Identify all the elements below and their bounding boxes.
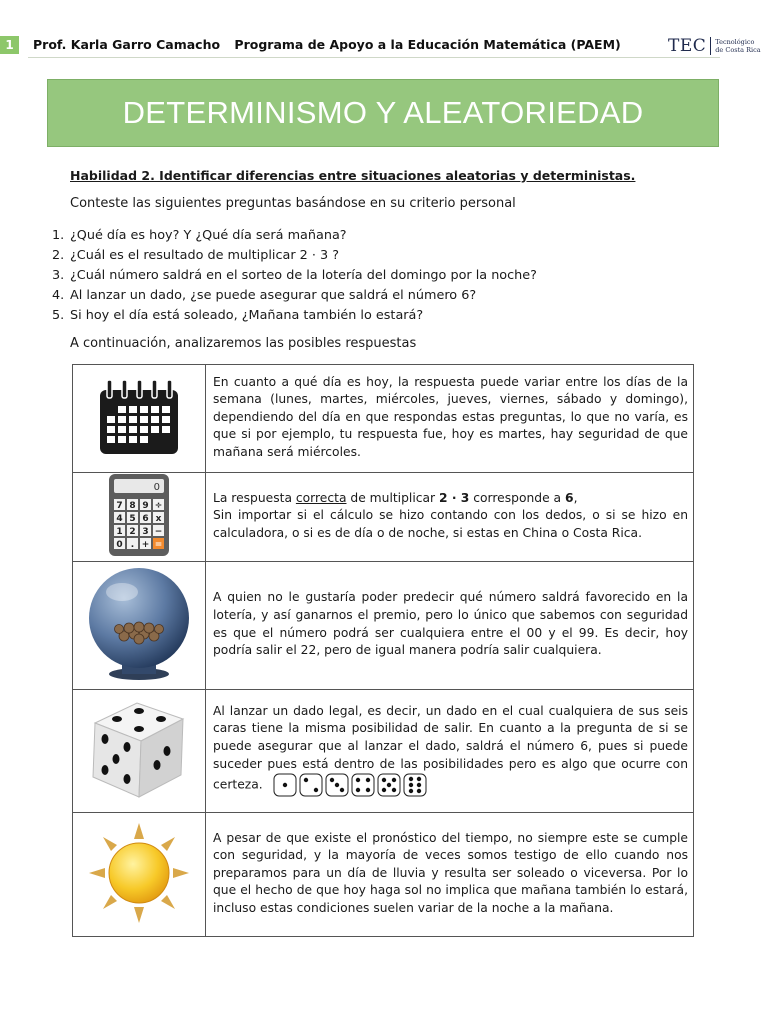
question-text: ¿Cuál es el resultado de multiplicar 2 · 3 ?	[70, 248, 340, 263]
calculator-key: +	[141, 540, 150, 550]
header-program: Programa de Apoyo a la Educación Matemática (PAEM)	[234, 37, 621, 52]
page-title: DETERMINISMO Y ALEATORIEDAD	[122, 95, 644, 130]
die-face-6-icon	[403, 773, 427, 797]
calculator-key: 3	[142, 527, 149, 537]
question-number: 4.	[52, 288, 65, 303]
question-text: ¿Cuál número saldrá en el sorteo de la lotería del domingo por la noche?	[70, 268, 537, 283]
question-item	[52, 266, 537, 286]
page-header	[33, 37, 621, 52]
calculator-key: −	[154, 527, 163, 537]
question-text: Al lanzar un dado, ¿se puede asegurar que saldrá el número 6?	[70, 288, 477, 303]
answer-text-sun: A pesar de que existe el pronóstico del tiempo, no siempre este se cumple con seguridad, y la mayoría de veces somos testigo de ello cuando nos preparamos para un día de lluvia y resulta ser soleado o viceversa. Por lo que el hecho de que hoy haga sol no implica que mañana también lo estará, incluso estas condiciones suelen variar de la noche a la mañana.	[206, 813, 694, 937]
calculator-key: 7	[116, 501, 123, 511]
question-item	[52, 226, 537, 246]
answer-image-cell	[73, 690, 206, 813]
calc-text-result: 6	[565, 490, 574, 505]
answer-text-lottery: A quien no le gustaría poder predecir qué número saldrá favorecido en la lotería, y así ganarnos el premio, pero lo único que sabemos con seguridad es que el número podrá ser cualquiera entre el 00 y el 99. Es decir, hoy podría salir el 22, pero de igual manera podría salir cualquiera.	[206, 562, 694, 690]
calculator-key: 8	[129, 501, 136, 511]
page-number: 1	[0, 36, 19, 54]
instruction-text: Conteste las siguientes preguntas basándose en su criterio personal	[70, 196, 516, 211]
calc-text-4: ,	[573, 490, 578, 505]
header-rule	[28, 57, 720, 58]
die-face-5-icon	[377, 773, 401, 797]
calculator-key: 6	[142, 514, 149, 524]
calendar-icon	[98, 378, 180, 456]
logo-line-1: Tecnológico	[715, 38, 755, 46]
die-face-2-icon	[299, 773, 323, 797]
calculator-key: x	[155, 514, 162, 524]
question-number: 1.	[52, 228, 65, 243]
answer-text-dice	[206, 690, 694, 813]
dice-icon	[87, 697, 191, 801]
skill-heading: Habilidad 2. Identificar diferencias entre situaciones aleatorias y deterministas.	[70, 168, 636, 183]
logo-divider	[710, 37, 711, 55]
question-number: 2.	[52, 248, 65, 263]
answer-image-cell	[73, 365, 206, 473]
answer-row-calendar	[73, 365, 694, 473]
answer-image-cell	[73, 473, 206, 562]
calculator-display: 0	[153, 482, 160, 493]
calculator-key: .	[130, 540, 135, 550]
answer-row-sun	[73, 813, 694, 937]
question-item	[52, 246, 537, 266]
dice-paragraph: Al lanzar un dado legal, es decir, un dado en el cual cualquiera de sus seis caras tiene la misma posibilidad de salir. En cuanto a la pregunta de si se puede asegurar que al lanzar el dado, saldrá el número 6, pues si puede suceder pues está dentro de las posibilidades pero es algo que ocurre con certeza.	[213, 703, 688, 792]
tec-logo	[668, 36, 761, 56]
calculator-key: 5	[129, 514, 136, 524]
answer-text-calendar: En cuanto a qué día es hoy, la respuesta puede variar entre los días de la semana (lunes, martes, miércoles, jueves, viernes, sábado y domingo), dependiendo del día en que respondas estas preguntas, lo que no varía, es que si por ejemplo, tu respuesta fue, hoy es martes, hay seguridad de que mañana será miércoles.	[206, 365, 694, 473]
dice-faces-row	[273, 773, 427, 797]
title-banner	[47, 79, 719, 147]
calc-text-1: La respuesta	[213, 490, 296, 505]
answer-image-cell	[73, 562, 206, 690]
question-item	[52, 286, 537, 306]
question-text: Si hoy el día está soleado, ¿Mañana también lo estará?	[70, 308, 424, 323]
answer-row-dice	[73, 690, 694, 813]
intro-text: A continuación, analizaremos las posibles respuestas	[70, 336, 417, 351]
logo-subtitle	[715, 38, 760, 54]
calculator-key: 0	[116, 540, 123, 550]
calc-text-5: Sin importar si el cálculo se hizo contando con los dedos, o si se hizo en calculadora, o si es de día o de noche, si estas en China o Costa Rica.	[213, 508, 688, 540]
question-item	[52, 306, 537, 326]
header-author: Prof. Karla Garro Camacho	[33, 37, 221, 52]
calc-text-expression: 2 · 3	[439, 490, 470, 505]
die-face-1-icon	[273, 773, 297, 797]
calculator-key: 1	[116, 527, 123, 537]
calculator-key: ÷	[154, 501, 163, 511]
lottery-globe-icon	[84, 566, 194, 682]
calculator-key: 2	[129, 527, 136, 537]
calc-text-correcta: correcta	[295, 490, 347, 505]
answers-table	[72, 364, 694, 937]
calculator-key: =	[154, 540, 163, 550]
die-face-4-icon	[351, 773, 375, 797]
question-number: 3.	[52, 268, 65, 283]
sun-icon	[87, 821, 191, 925]
answer-text-calculator	[206, 473, 694, 562]
question-text: ¿Qué día es hoy? Y ¿Qué día será mañana?	[70, 228, 347, 243]
answer-image-cell	[73, 813, 206, 937]
calculator-key: 9	[142, 501, 149, 511]
calc-text-3: corresponde a	[469, 490, 565, 505]
calculator-icon	[108, 473, 170, 557]
calc-text-2: de multiplicar	[346, 490, 439, 505]
question-number: 5.	[52, 308, 65, 323]
logo-mark: TEC	[668, 36, 707, 56]
answer-row-lottery	[73, 562, 694, 690]
answer-row-calculator	[73, 473, 694, 562]
calculator-key: 4	[116, 514, 123, 524]
die-face-3-icon	[325, 773, 349, 797]
logo-line-2: de Costa Rica	[715, 46, 761, 54]
question-list	[52, 226, 537, 326]
